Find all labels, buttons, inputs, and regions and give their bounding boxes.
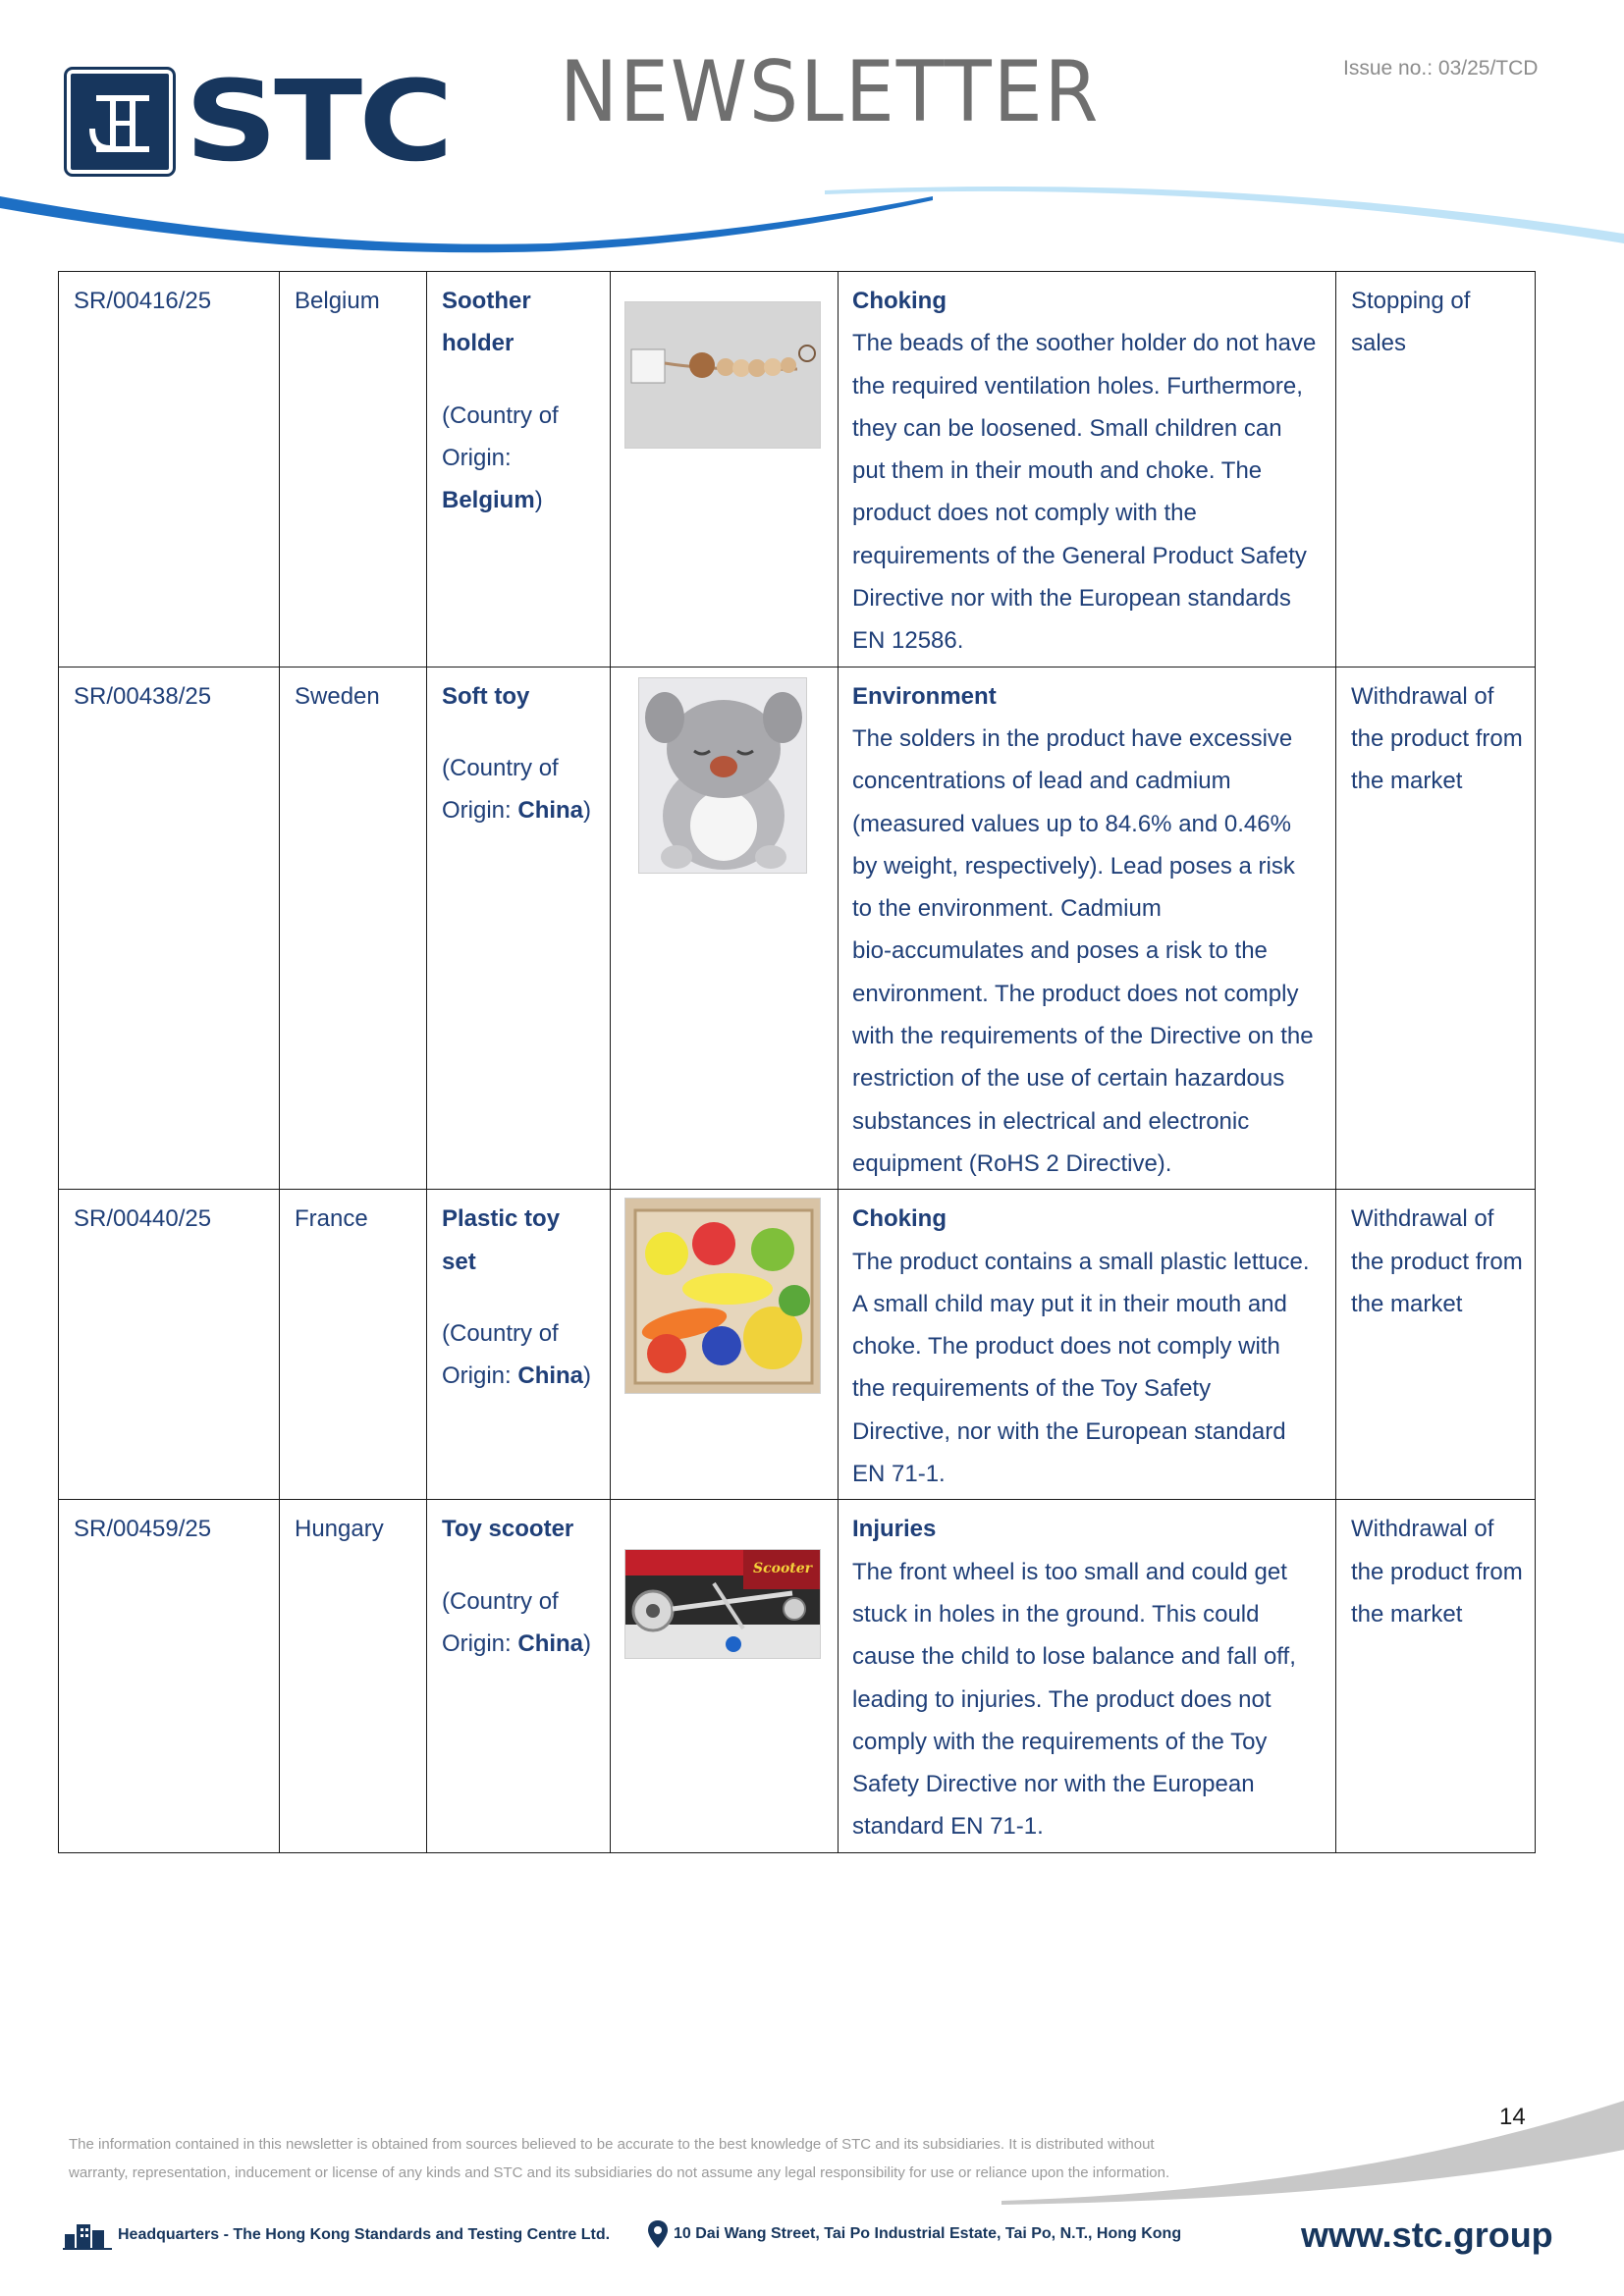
description-line: Directive nor with the European standards [852,585,1291,613]
measure-line: the market [1351,1600,1463,1628]
description-line: choke. The product does not comply with [852,1333,1280,1361]
description-line: cause the child to lose balance and fall off, [852,1643,1296,1671]
product-cell [427,1190,611,1500]
description-line: restriction of the use of certain hazardous [852,1065,1285,1093]
image-cell [611,1500,839,1852]
description-line: comply with the requirements of the Toy [852,1728,1268,1755]
origin-country: Belgium [442,487,535,514]
risk-type: Choking [852,1205,947,1233]
country-cell: Sweden [280,667,427,1190]
country-cell: Hungary [280,1500,427,1852]
page-number: 14 [1499,2104,1526,2130]
origin-label: (Country of [442,1587,559,1615]
measure-line: the product from [1351,1558,1523,1585]
description-line: the required ventilation holes. Furthermore, [852,372,1303,400]
building-icon [63,2220,112,2250]
product-name: set [442,1248,476,1275]
description-line: leading to injuries. The product does not [852,1685,1272,1713]
origin-close: ) [534,487,543,514]
disclaimer-line: The information contained in this newsletter is obtained from sources believed to be accurate to the best knowledge of STC and its subsidiaries. It is distributed without [69,2136,1155,2153]
measure-cell [1336,1500,1536,1852]
origin-close: ) [583,1362,592,1390]
measure-line: the product from [1351,724,1523,752]
measure-cell [1336,667,1536,1190]
ref-cell: SR/00440/25 [59,1190,280,1500]
scooter-box-label: Scooter [753,1561,813,1577]
country-cell: France [280,1190,427,1500]
table-row [59,1500,1536,1852]
ref-cell: SR/00416/25 [59,272,280,667]
product-cell [427,1500,611,1852]
description-line: Directive, nor with the European standard [852,1417,1286,1445]
risk-type: Choking [852,288,947,314]
product-name: Plastic toy [442,1205,561,1233]
image-cell [611,667,839,1190]
description-line: to the environment. Cadmium [852,895,1162,923]
description-line: Safety Directive nor with the European [852,1771,1255,1798]
origin-close: ) [583,1629,592,1657]
description-line: EN 71-1. [852,1461,946,1488]
stc-logo [67,57,450,187]
table-row [59,1190,1536,1500]
ref-cell: SR/00459/25 [59,1500,280,1852]
soother-holder-photo [624,301,821,449]
product-name: holder [442,330,514,357]
measure-line: the product from [1351,1248,1523,1275]
description-cell [839,272,1336,667]
measure-line: Stopping of [1351,288,1471,314]
origin-label: Origin: [442,444,512,471]
origin-label: Origin: [442,1362,518,1390]
description-line: stuck in holes in the ground. This could [852,1600,1260,1628]
measure-line: Withdrawal of [1351,1205,1494,1233]
headquarters [63,2220,610,2250]
origin-country: China [517,797,584,825]
description-line: A small child may put it in their mouth and [852,1290,1287,1317]
description-line: concentrations of lead and cadmium [852,768,1231,795]
description-line: product does not comply with the [852,500,1197,527]
measure-line: sales [1351,330,1407,357]
soft-toy-photo [638,677,807,874]
measure-line: the market [1351,768,1463,795]
product-name: Soother [442,288,531,314]
measure-cell [1336,272,1536,667]
description-line: EN 12586. [852,627,964,655]
risk-type: Injuries [852,1516,937,1543]
origin-label: (Country of [442,401,559,429]
description-cell [839,1500,1336,1852]
origin-label: (Country of [442,754,559,781]
product-recall-table [58,271,1536,1853]
measure-line: Withdrawal of [1351,1516,1494,1543]
disclaimer-line: warranty, representation, inducement or license of any kinds and STC and its subsidiaries do not assume any legal responsibility for use or reliance upon the information. [69,2164,1170,2181]
description-line: (measured values up to 84.6% and 0.46% [852,810,1291,837]
product-name: Toy scooter [442,1516,574,1543]
image-cell [611,272,839,667]
product-name: Soft toy [442,682,530,710]
origin-country: China [517,1629,584,1657]
measure-line: Withdrawal of [1351,682,1494,710]
description-line: the requirements of the Toy Safety [852,1375,1212,1403]
toy-scooter-photo [624,1549,821,1659]
website-link[interactable]: www.stc.group [1301,2215,1553,2255]
logo-wordmark: STC [185,56,450,187]
description-line: The solders in the product have excessive [852,724,1293,752]
issue-number: Issue no.: 03/25/TCD [1343,57,1539,80]
description-line: put them in their mouth and choke. The [852,457,1263,485]
description-line: with the requirements of the Directive on the [852,1023,1314,1050]
header-swoosh-decoration [0,177,1624,265]
location-pin-icon [648,2220,668,2248]
table-row [59,272,1536,667]
measure-line: the market [1351,1290,1463,1317]
origin-label: Origin: [442,797,518,825]
description-line: requirements of the General Product Safety [852,542,1307,569]
risk-type: Environment [852,682,997,710]
origin-country: China [517,1362,584,1390]
description-line: environment. The product does not comply [852,980,1299,1007]
description-line: standard EN 71-1. [852,1813,1044,1841]
image-cell [611,1190,839,1500]
newsletter-title: NEWSLETTER [560,43,1101,141]
origin-label: Origin: [442,1629,518,1657]
stc-emblem-icon [67,70,173,174]
description-line: The front wheel is too small and could get [852,1558,1287,1585]
description-line: The product contains a small plastic lettuce. [852,1248,1310,1275]
address [648,2220,1181,2248]
description-line: The beads of the soother holder do not have [852,330,1317,357]
origin-close: ) [583,797,592,825]
description-line: equipment (RoHS 2 Directive). [852,1149,1172,1177]
origin-label: (Country of [442,1319,559,1347]
description-cell [839,1190,1336,1500]
address-text: 10 Dai Wang Street, Tai Po Industrial Estate, Tai Po, N.T., Hong Kong [674,2225,1182,2242]
description-line: they can be loosened. Small children can [852,414,1282,442]
description-line: bio-accumulates and poses a risk to the [852,937,1268,965]
description-line: by weight, respectively). Lead poses a risk [852,852,1295,880]
disclaimer [69,2130,1345,2187]
country-cell: Belgium [280,272,427,667]
hq-text: Headquarters - The Hong Kong Standards and Testing Centre Ltd. [118,2226,611,2243]
product-cell [427,667,611,1190]
ref-cell: SR/00438/25 [59,667,280,1190]
description-cell [839,667,1336,1190]
product-cell [427,272,611,667]
description-line: substances in electrical and electronic [852,1107,1250,1135]
measure-cell [1336,1190,1536,1500]
table-row [59,667,1536,1190]
plastic-toy-set-photo [624,1198,821,1394]
